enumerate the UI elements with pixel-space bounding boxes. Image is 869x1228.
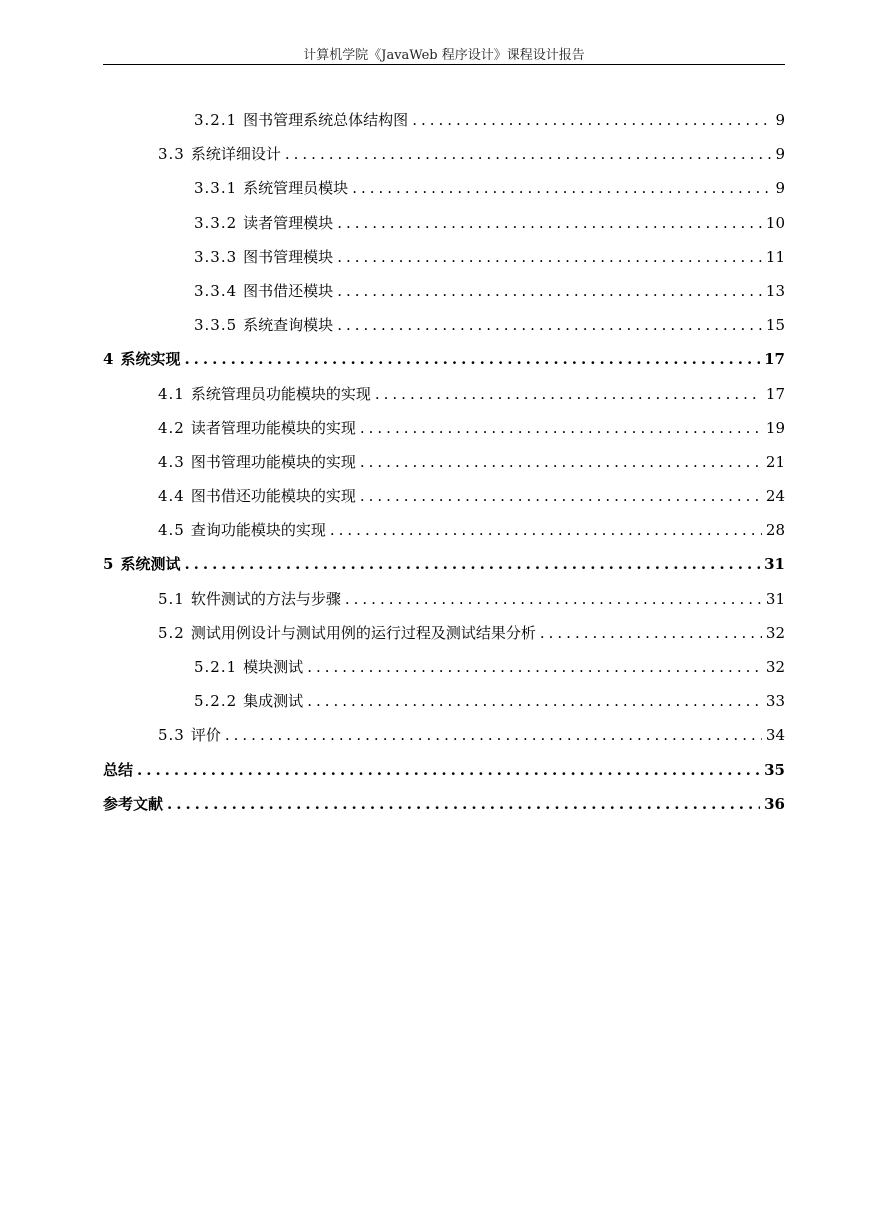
toc-entry-number: 3.2.1 <box>194 111 238 129</box>
toc-dot-leader <box>184 547 760 581</box>
toc-entry-title: 系统实现 <box>120 350 181 369</box>
toc-dot-leader <box>345 582 762 616</box>
toc-dot-leader <box>337 274 762 308</box>
toc-entry[interactable] <box>103 137 785 171</box>
toc-dot-leader <box>184 342 760 376</box>
toc-dot-leader <box>375 377 762 411</box>
toc-entry-title: 评价 <box>190 726 221 745</box>
toc-entry[interactable] <box>103 308 785 342</box>
toc-entry[interactable] <box>103 753 785 787</box>
toc-entry-page: 33 <box>765 692 785 711</box>
toc-entry-page: 28 <box>765 521 785 540</box>
toc-dot-leader <box>360 445 762 479</box>
toc-entry-number: 5.2 <box>158 623 185 642</box>
toc-entry-page: 32 <box>765 623 785 642</box>
toc-entry[interactable] <box>103 787 785 821</box>
toc-entry-page: 32 <box>765 658 785 676</box>
toc-entry-page: 9 <box>775 111 785 129</box>
toc-entry-number: 3.3.4 <box>194 281 238 300</box>
page-header-title: 计算机学院《JavaWeb 程序设计》课程设计报告 <box>303 48 585 63</box>
toc-dot-leader <box>137 753 760 787</box>
toc-entry-page: 24 <box>765 487 785 506</box>
toc-entry-title: 系统查询模块 <box>243 316 334 335</box>
toc-entry-title: 图书管理模块 <box>243 247 334 266</box>
toc-dot-leader <box>330 513 762 547</box>
toc-dot-leader <box>540 616 762 650</box>
toc-entry[interactable] <box>103 547 785 581</box>
toc-entry[interactable] <box>103 616 785 650</box>
toc-entry-title: 系统管理员模块 <box>243 179 349 198</box>
toc-entry-title: 测试用例设计与测试用例的运行过程及测试结果分析 <box>190 623 536 642</box>
toc-dot-leader <box>412 103 771 137</box>
toc-entry[interactable] <box>103 240 785 274</box>
toc-entry-title: 系统测试 <box>120 555 181 574</box>
toc-entry-number: 3.3.5 <box>194 316 238 335</box>
toc-dot-leader <box>285 137 772 171</box>
toc-entry-page: 17 <box>764 350 785 369</box>
toc-entry-page: 10 <box>765 213 785 232</box>
toc-entry-page: 17 <box>765 384 785 403</box>
toc-entry-page: 13 <box>765 281 785 300</box>
toc-entry[interactable] <box>103 274 785 308</box>
toc-entry-number: 4.3 <box>158 452 185 471</box>
toc-entry[interactable] <box>103 718 785 752</box>
toc-entry-number: 3.3.2 <box>194 213 238 232</box>
toc-dot-leader <box>307 650 762 684</box>
toc-entry-number: 4.1 <box>158 384 185 403</box>
toc-entry-title: 图书借还模块 <box>243 281 334 300</box>
toc-entry-title: 参考文献 <box>103 794 164 813</box>
toc-entry-title: 图书借还功能模块的实现 <box>190 487 356 506</box>
toc-entry-number: 3.3.1 <box>194 179 238 198</box>
toc-entry[interactable] <box>103 513 785 547</box>
toc-entry[interactable] <box>103 103 785 137</box>
toc-entry[interactable] <box>103 684 785 718</box>
toc-entry-number: 5.2.2 <box>194 692 238 711</box>
toc-entry-page: 34 <box>765 726 785 745</box>
toc-dot-leader <box>360 411 762 445</box>
toc-entry-number: 5.2.1 <box>194 658 238 676</box>
toc-entry-title: 模块测试 <box>243 658 304 676</box>
toc-dot-leader <box>352 171 771 205</box>
toc-entry-page: 19 <box>765 418 785 437</box>
toc-entry-title: 查询功能模块的实现 <box>190 521 326 540</box>
toc-entry-title: 图书管理功能模块的实现 <box>190 452 356 471</box>
toc-entry-number: 3.3 <box>158 145 185 164</box>
toc-entry-number: 5.3 <box>158 726 185 745</box>
toc-entry-page: 36 <box>764 794 785 813</box>
toc-entry-number: 4 <box>103 350 115 369</box>
toc-entry-number: 4.2 <box>158 418 185 437</box>
toc-entry[interactable] <box>103 411 785 445</box>
toc-entry[interactable] <box>103 582 785 616</box>
toc-entry-number: 5 <box>103 555 115 574</box>
toc-dot-leader <box>337 206 762 240</box>
toc-entry[interactable] <box>103 171 785 205</box>
toc-entry-title: 总结 <box>103 760 134 779</box>
toc-entry-title: 读者管理模块 <box>243 213 334 232</box>
toc-entry-title: 系统详细设计 <box>190 145 281 164</box>
toc-entry-page: 15 <box>765 316 785 335</box>
toc-entry-page: 35 <box>764 760 785 779</box>
toc-entry-number: 4.5 <box>158 521 185 540</box>
toc-dot-leader <box>225 718 762 752</box>
toc-entry[interactable] <box>103 650 785 684</box>
toc-dot-leader <box>337 308 762 342</box>
toc-entry-title: 读者管理功能模块的实现 <box>190 418 356 437</box>
toc-entry[interactable] <box>103 206 785 240</box>
toc-entry[interactable] <box>103 342 785 376</box>
toc-entry-number: 4.4 <box>158 487 185 506</box>
toc-dot-leader <box>307 684 762 718</box>
toc-dot-leader <box>360 479 762 513</box>
toc-dot-leader <box>337 240 762 274</box>
toc-entry-page: 11 <box>765 247 785 266</box>
header-divider <box>103 64 785 65</box>
toc-entry-number: 5.1 <box>158 589 185 608</box>
toc-entry-page: 9 <box>775 179 785 198</box>
toc-entry-title: 集成测试 <box>243 692 304 711</box>
toc-entry-number: 3.3.3 <box>194 247 238 266</box>
toc-entry-page: 31 <box>765 589 785 608</box>
toc-entry-title: 图书管理系统总体结构图 <box>243 111 409 129</box>
toc-entry-page: 31 <box>764 555 785 574</box>
toc-entry-title: 软件测试的方法与步骤 <box>190 589 341 608</box>
toc-entry[interactable] <box>103 479 785 513</box>
toc-entry-title: 系统管理员功能模块的实现 <box>190 384 371 403</box>
toc-entry-page: 21 <box>765 452 785 471</box>
toc-dot-leader <box>167 787 760 821</box>
toc-entry-page: 9 <box>775 145 785 164</box>
table-of-contents <box>103 103 785 821</box>
toc-entry[interactable] <box>103 377 785 411</box>
toc-entry[interactable] <box>103 445 785 479</box>
